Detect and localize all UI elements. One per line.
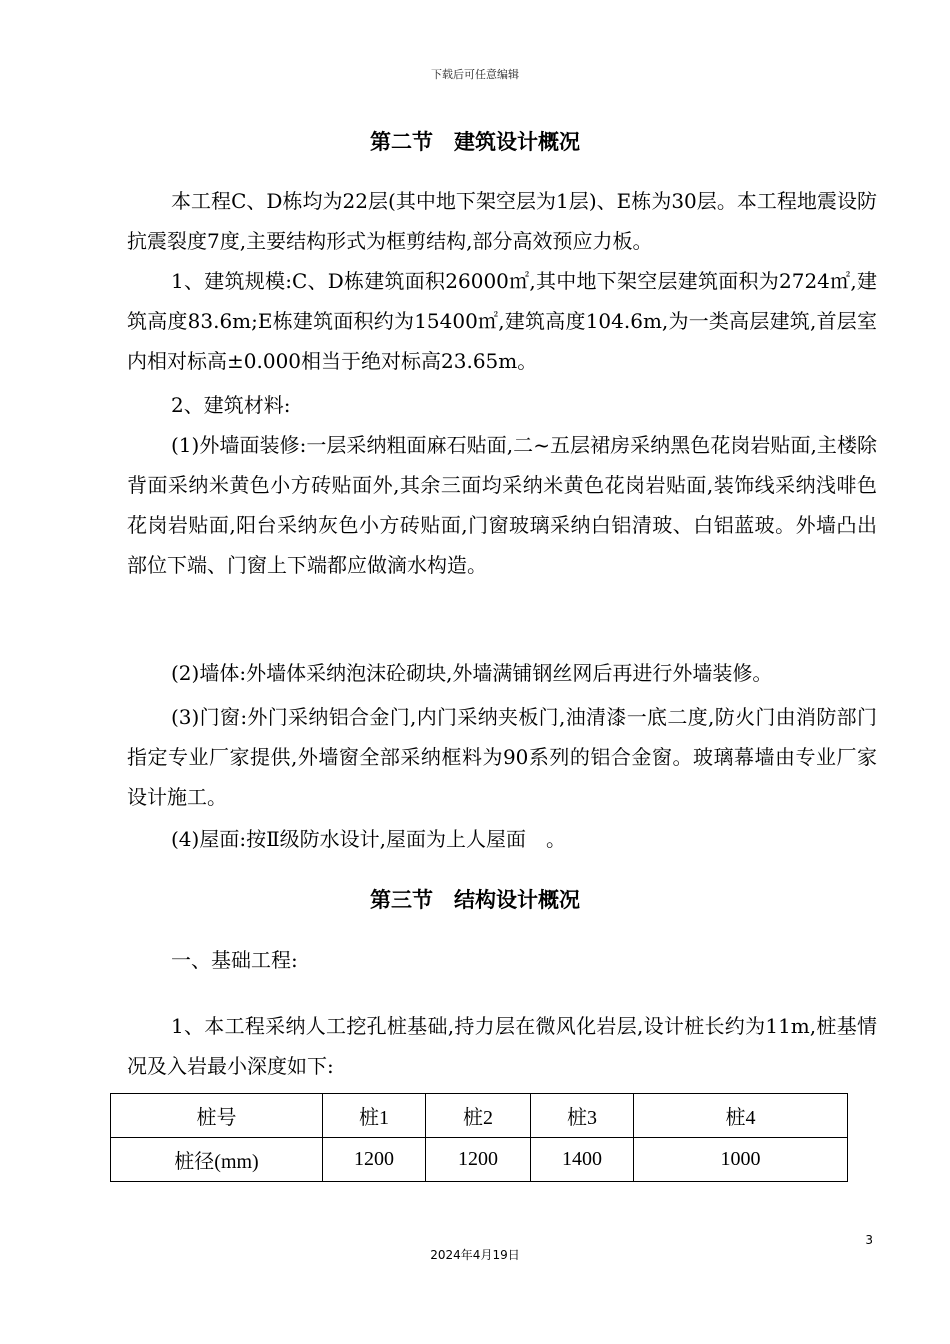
table-cell: 1400 — [531, 1138, 634, 1182]
table-cell: 1200 — [323, 1138, 426, 1182]
table-row-label: 桩径(mm) — [111, 1138, 323, 1182]
materials-item-3: (3)门窗:外门采纳铝合金门,内门采纳夹板门,油清漆一底二度,防火门由消防部门指定专业厂家提供,外墙窗全部采纳框料为90系列的铝合金窗。玻璃幕墙由专业厂家设计施工。 — [127, 705, 877, 809]
materials-item-2: (2)墙体:外墙体采纳泡沫砼砌块,外墙满铺钢丝网后再进行外墙装修。 — [171, 661, 773, 685]
table-header-cell: 桩2 — [426, 1094, 531, 1138]
table-cell: 1200 — [426, 1138, 531, 1182]
table-row — [111, 1138, 848, 1182]
header-note: 下载后可任意编辑 — [431, 68, 519, 81]
building-scale-paragraph: 1、建筑规模:C、D栋建筑面积26000㎡,其中地下架空层建筑面积为2724㎡,建筑高度83.6m;E栋建筑面积约为15400㎡,建筑高度104.6m,为一类高层建筑,首层室内相对标高±0.000相当于绝对标高23.65m。 — [127, 269, 877, 373]
pile-intro-paragraph: 1、本工程采纳人工挖孔桩基础,持力层在微风化岩层,设计桩长约为11m,桩基情况及入岩最小深度如下: — [127, 1014, 877, 1078]
pile-table — [110, 1093, 848, 1182]
materials-item-1: (1)外墙面装修:一层采纳粗面麻石贴面,二~五层裙房采纳黑色花岗岩贴面,主楼除背面采纳米黄色小方砖贴面外,其余三面均采纳米黄色花岗岩贴面,装饰线采纳浅啡色花岗岩贴面,阳台采纳灰色小方砖贴面,门窗玻璃采纳白铝清玻、白铝蓝玻。外墙凸出部位下端、门窗上下端都应做滴水构造。 — [127, 433, 877, 577]
section2-title: 第二节 建筑设计概况 — [370, 130, 580, 154]
section2-intro: 本工程C、D栋均为22层(其中地下架空层为1层)、E栋为30层。本工程地震设防抗震裂度7度,主要结构形式为框剪结构,部分高效预应力板。 — [127, 189, 877, 253]
page-number: 3 — [865, 1233, 873, 1247]
table-header-cell: 桩4 — [634, 1094, 848, 1138]
footer-date: 2024年4月19日 — [430, 1248, 520, 1262]
table-header-row — [111, 1094, 848, 1138]
table-cell: 1000 — [634, 1138, 848, 1182]
table-header-cell: 桩1 — [323, 1094, 426, 1138]
materials-title: 2、建筑材料: — [171, 393, 291, 417]
foundation-title: 一、基础工程: — [171, 948, 298, 972]
table-header-cell: 桩3 — [531, 1094, 634, 1138]
materials-item-4: (4)屋面:按Ⅱ级防水设计,屋面为上人屋面 。 — [171, 827, 567, 851]
section3-title: 第三节 结构设计概况 — [370, 888, 580, 912]
table-header-cell: 桩号 — [111, 1094, 323, 1138]
